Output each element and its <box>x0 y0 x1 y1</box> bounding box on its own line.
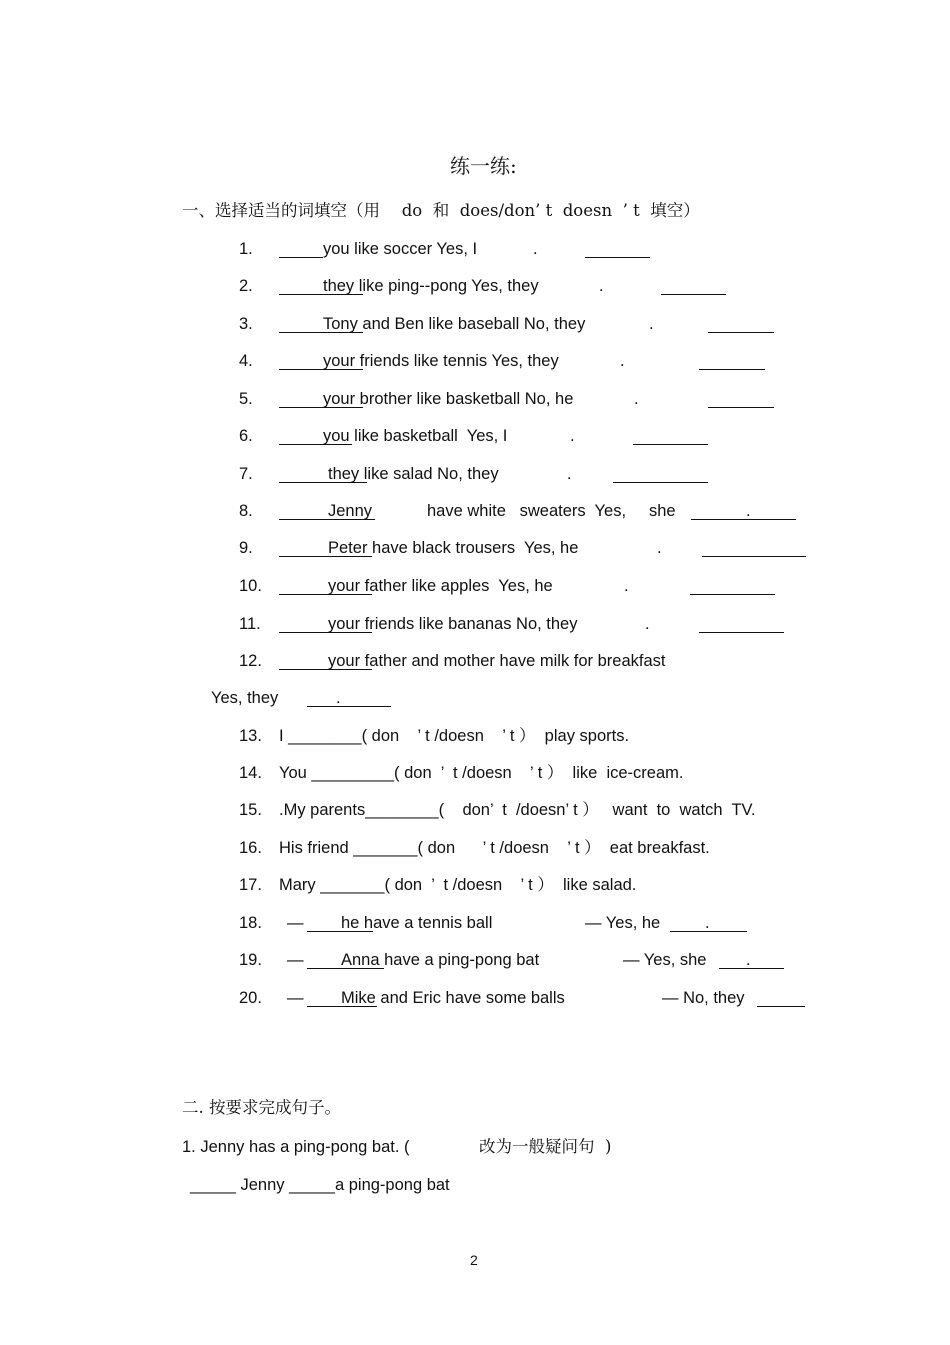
item-number: 3. <box>239 315 253 333</box>
item-dot: . <box>624 577 629 595</box>
page-number: 2 <box>470 1252 478 1268</box>
item-number: 18. <box>239 914 262 932</box>
answer-blank[interactable] <box>691 519 796 520</box>
item-sentence: Peter have black trousers Yes, he <box>328 539 579 557</box>
answer-blank[interactable] <box>690 594 775 595</box>
item-dot: . <box>599 277 604 295</box>
item-sentence: You _________( don ’ t /doesn ’ t ） like ice-cream. <box>279 764 684 782</box>
answer-blank[interactable] <box>757 1006 805 1007</box>
item-number: 17. <box>239 876 262 894</box>
item-dot: . <box>620 352 625 370</box>
section2-question-note: 改为一般疑问句 ) <box>479 1137 612 1156</box>
item-dot: . <box>567 465 572 483</box>
item-dot: . <box>645 615 650 633</box>
item-question: Anna have a ping-pong bat <box>341 951 540 969</box>
item-question: Mike and Eric have some balls <box>341 989 565 1007</box>
item-sentence: Mary _______( don ’ t /doesn ’ t ） like salad. <box>279 876 637 894</box>
answer-blank[interactable] <box>613 482 708 483</box>
answer-blank[interactable] <box>279 257 323 258</box>
item-dot: . <box>570 427 575 445</box>
section2-question: 1. Jenny has a ping-pong bat. ( <box>182 1138 410 1156</box>
page-title: 练一练: <box>450 154 517 178</box>
item-reply: — Yes, she <box>623 951 707 969</box>
answer-blank[interactable] <box>702 556 806 557</box>
item-sentence: .My parents________( don’ t /doesn’ t ） want to watch TV. <box>279 801 756 819</box>
item-number: 6. <box>239 427 253 445</box>
answer-blank[interactable] <box>708 407 774 408</box>
item-sentence: your brother like basketball No, he <box>323 390 574 408</box>
answer-blank[interactable] <box>585 257 650 258</box>
answer-blank[interactable] <box>719 968 784 969</box>
item-sentence: your father and mother have milk for breakfast <box>328 652 666 670</box>
item-reply: — Yes, he <box>585 914 661 932</box>
answer-blank[interactable] <box>699 369 765 370</box>
item-dot: . <box>657 539 662 557</box>
item-dot: . <box>336 689 341 707</box>
item-number: 13. <box>239 727 262 745</box>
answer-blank[interactable] <box>708 332 774 333</box>
item-number: 12. <box>239 652 262 670</box>
dash: — <box>287 989 304 1007</box>
item-dot: . <box>746 502 751 520</box>
item-sentence: your father like apples Yes, he <box>328 577 553 595</box>
item-sentence: have white sweaters Yes, she <box>427 502 676 520</box>
item-continuation: Yes, they <box>211 689 279 707</box>
answer-blank[interactable] <box>633 444 708 445</box>
item-question: he have a tennis ball <box>341 914 493 932</box>
item-number: 1. <box>239 240 253 258</box>
item-dot: . <box>533 240 538 258</box>
item-dot: . <box>649 315 654 333</box>
item-number: 5. <box>239 390 253 408</box>
section1-heading: 一、选择适当的词填空（用 do 和 does/don’ t doesn ’ t 填空） <box>182 201 700 220</box>
answer-blank[interactable] <box>307 706 391 707</box>
item-number: 19. <box>239 951 262 969</box>
section2-heading: 二. 按要求完成句子。 <box>182 1098 341 1117</box>
item-sentence: they like ping--pong Yes, they <box>323 277 539 295</box>
answer-blank[interactable] <box>699 632 784 633</box>
item-number: 20. <box>239 989 262 1007</box>
item-sentence: they like salad No, they <box>328 465 499 483</box>
item-number: 16. <box>239 839 262 857</box>
item-sentence: Tony and Ben like baseball No, they <box>323 315 586 333</box>
section2-answer: _____ Jenny _____a ping-pong bat <box>190 1176 450 1194</box>
item-sentence: you like soccer Yes, I <box>323 240 478 258</box>
item-dot: . <box>705 914 710 932</box>
dash: — <box>287 951 304 969</box>
item-number: 8. <box>239 502 253 520</box>
item-number: 14. <box>239 764 262 782</box>
item-sentence: His friend _______( don ’ t /doesn ’ t ） eat breakfast. <box>279 839 710 857</box>
item-number: 15. <box>239 801 262 819</box>
answer-blank[interactable] <box>661 294 726 295</box>
item-number: 7. <box>239 465 253 483</box>
item-number: 11. <box>239 615 261 633</box>
item-dot: . <box>634 390 639 408</box>
item-sentence: you like basketball Yes, I <box>323 427 508 445</box>
item-reply: — No, they <box>662 989 745 1007</box>
item-subject: Jenny <box>328 502 373 520</box>
item-sentence: I ________( don ’ t /doesn ’ t ） play sports. <box>279 727 630 745</box>
item-number: 4. <box>239 352 253 370</box>
item-number: 2. <box>239 277 253 295</box>
item-number: 9. <box>239 539 253 557</box>
dash: — <box>287 914 304 932</box>
item-sentence: your friends like bananas No, they <box>328 615 578 633</box>
item-dot: . <box>746 951 751 969</box>
item-number: 10. <box>239 577 262 595</box>
item-sentence: your friends like tennis Yes, they <box>323 352 559 370</box>
